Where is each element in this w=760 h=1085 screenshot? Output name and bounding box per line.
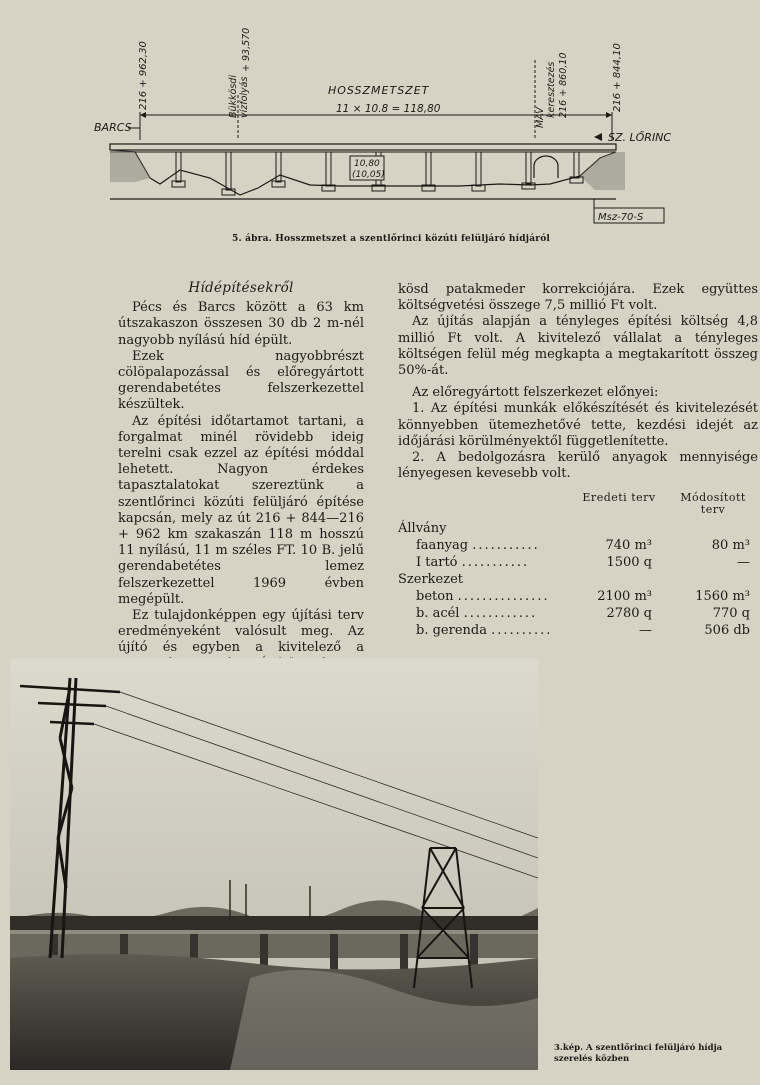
row-modified-value: 770 q xyxy=(712,606,750,621)
photo-caption-line-1: 3.kép. A szentlőrinci felüljáró hídja xyxy=(554,1043,723,1053)
bridge-construction-photo xyxy=(10,658,538,1070)
row-original-value: 740 m³ xyxy=(605,538,652,553)
label-bukkosdi: Bükkösdi xyxy=(228,75,239,118)
row-original-value: 2780 q xyxy=(606,606,652,621)
right-paragraph-2: Az újítás alapján a tényleges építési költség 4,8 millió Ft volt. A kivitelező vállalat a tényleges költségen felül még megkapta a megtakarított összeg 50%-át. xyxy=(398,314,758,379)
left-paragraph-2: Ezek nagyobbrészt cölöpalapozással és előregyártott gerendabetétes felszerkezettel készültek. xyxy=(118,348,364,413)
table-row xyxy=(398,622,758,639)
label-keresztezes: keresztezés xyxy=(546,61,557,118)
photo-caption xyxy=(554,1043,754,1065)
left-paragraph-4: Ez tulajdonképpen egy újítási terv eredményeként valósult meg. Az újító és egyben a kivitelező a xyxy=(118,608,364,656)
table-row xyxy=(398,537,758,554)
row-label: Szerkezet xyxy=(398,572,463,587)
label-vizfolyas: vízfolyás xyxy=(239,76,250,118)
span-length-bracket: (10,05) xyxy=(352,170,385,180)
right-paragraph-3: Az előregyártott felszerkezet előnyei: xyxy=(412,385,659,401)
row-original-value: 2100 m³ xyxy=(597,589,652,604)
table-header xyxy=(398,490,758,520)
row-label: beton ............... xyxy=(416,589,550,604)
left-paragraph-1: Pécs és Barcs között a 63 km útszakaszon összesen 30 db 2 m-nél nagyobb nyílású híd épült. xyxy=(118,300,364,348)
row-original-value: 1500 q xyxy=(606,555,652,570)
span-formula: 11 × 10.8 = 118,80 xyxy=(336,103,441,115)
label-barcs: BARCS xyxy=(94,121,132,134)
article-heading: Hídépítésekről xyxy=(188,280,294,296)
table-row xyxy=(398,571,758,588)
header-original-plan: Eredeti terv xyxy=(582,491,656,504)
header-modified-plan: Módosított terv xyxy=(680,491,746,516)
station-label-may: 216 + 860,10 xyxy=(558,52,569,118)
table-row xyxy=(398,520,758,537)
table-row xyxy=(398,588,758,605)
row-original-value: — xyxy=(639,623,652,638)
right-paragraph-4: 1. Az építési munkák előkészítését és kivitelezését könnyebben ütemezhetővé tette, kezdési idejét az időjárási körülményektől függetlenítette. xyxy=(398,401,758,449)
drawing-title: HOSSZMETSZET xyxy=(328,84,430,97)
label-szentlorinc: SZ. LŐRINC xyxy=(608,131,672,144)
right-article-column xyxy=(398,282,758,482)
right-paragraph-1: kösd patakmeder korrekciójára. Ezek együttes költségvetési összege 7,5 millió Ft volt. xyxy=(398,282,758,314)
row-modified-value: 1560 m³ xyxy=(695,589,750,604)
row-label: I tartó ........... xyxy=(416,555,530,570)
row-label: Állvány xyxy=(398,521,447,536)
row-modified-value: 80 m³ xyxy=(711,538,750,553)
label-mav: MÁV xyxy=(535,107,546,128)
span-length: 10,80 xyxy=(354,159,380,169)
station-label-buk: + 93,570 xyxy=(241,27,252,72)
photo-caption-line-2: szerelés közben xyxy=(554,1054,630,1064)
row-label: b. acél ............ xyxy=(416,606,538,621)
left-paragraph-3: Az építési időtartamot tartani, a forgalmat minél rövidebb ideig terelni csak ezzel az építési móddal lehetett. Nagyon érdekes tapasztalatokat szereztünk a szentlőrinci közúti felüljáró építése kapcsán, mely az út 216 + 844—216 + 962 km szakaszán 118 m hosszú 11 nyílású, 11 m széles FT. 10 B. jelű gerendabetétes lemez felszerkezettel 1969 évben megépült. xyxy=(118,413,364,607)
table-row xyxy=(398,554,758,571)
standard-label: Msz-70-S xyxy=(598,212,644,223)
row-label: b. gerenda .......... xyxy=(416,623,553,638)
row-label: faanyag ........... xyxy=(416,538,540,553)
material-comparison-table xyxy=(398,490,758,639)
figure-caption-text: 5. ábra. Hosszmetszet a szentlőrinci közúti felüljáró hídjáról xyxy=(232,234,551,244)
longitudinal-section-drawing xyxy=(80,0,680,232)
station-label-right: 216 + 844,10 xyxy=(612,43,623,112)
right-paragraph-5: 2. A bedolgozásra kerülő anyagok mennyisége lényegesen kevesebb volt. xyxy=(398,450,758,482)
row-modified-value: 506 db xyxy=(704,623,750,638)
row-modified-value: — xyxy=(737,555,750,570)
station-label-left: 216 + 962,30 xyxy=(138,41,149,110)
table-row xyxy=(398,605,758,622)
